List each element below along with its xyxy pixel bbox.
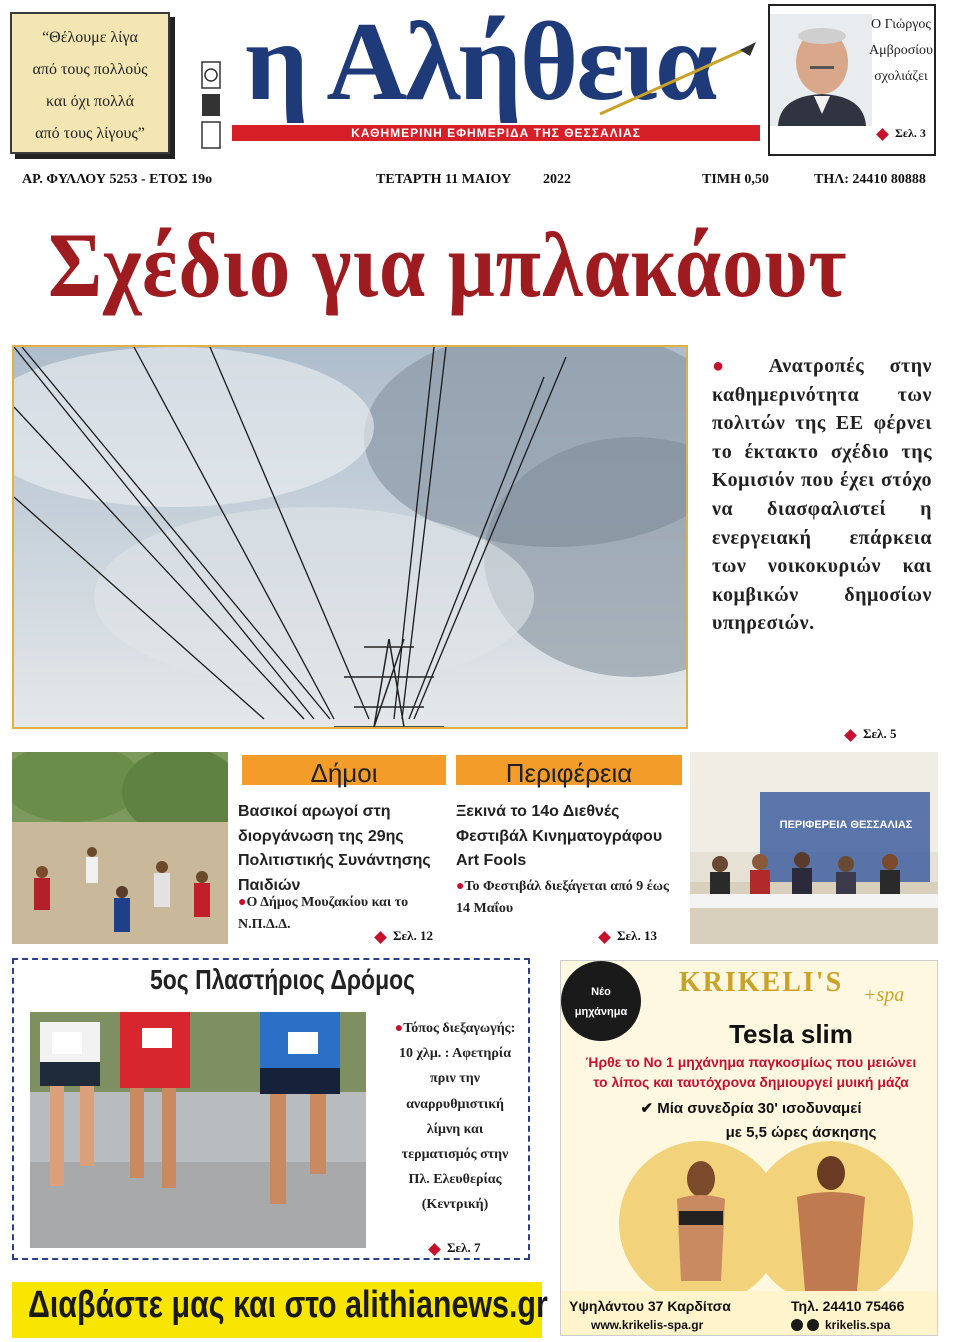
perifereia-headline[interactable]: Ξεκινά το 14ο Διεθνές Φεστιβάλ Κινηματογράφου Art Fools [456, 803, 663, 869]
page-number: Σελ. 5 [863, 726, 897, 741]
ad-badge-line: Νέο [591, 986, 611, 998]
dimoi-sub-text: Ο Δήμος Μουζακίου και το Ν.Π.Δ.Δ. [238, 895, 409, 932]
press-conference-photo [690, 752, 938, 944]
dimoi-headline[interactable]: Βασικοί αρωγοί στη διοργάνωση της 29ης Πολιτιστικής Συνάντησης Παιδιών [238, 803, 431, 894]
lead-summary [712, 352, 932, 638]
diamond-icon [428, 1243, 441, 1256]
newspaper-phone: ΤΗΛ: 24410 80888 [814, 172, 926, 187]
section-tab-dimoi[interactable]: Δήμοι [242, 755, 446, 785]
columnist-name-line: Αμβροσίου [869, 43, 933, 58]
ad-line: με 5,5 ώρες άσκησης [725, 1124, 877, 1141]
issue-price: ΤΙΜΗ 0,50 [702, 172, 769, 187]
spa-advertisement[interactable] [560, 960, 938, 1336]
press-banner-text: ΠΕΡΙΦΕΡΕΙΑ ΘΕΣΣΑΛΙΑΣ [779, 819, 913, 831]
lead-text: Ανατροπές στην καθημερινότητα των πολιτών της ΕΕ φέρνει το έκτακτο σχέδιο της Κομισιόν που έχει στόχο να διασφαλιστεί η ενεργειακή επάρκεια των νοικοκυριών και κομβικών δημοσίων υπηρεσιών. [712, 355, 932, 635]
race-details [390, 1016, 520, 1218]
ad-badge-line: μηχάνημα [574, 1006, 628, 1018]
facebook-icon [791, 1319, 803, 1331]
dancers-photo [12, 752, 228, 944]
pen-nib-icon [590, 40, 760, 120]
diamond-icon [374, 931, 387, 944]
columnist-portrait [770, 14, 872, 126]
website-banner-text[interactable]: Διαβάστε μας και στο alithianews.gr [28, 1284, 548, 1326]
ad-social: krikelis.spa [825, 1318, 891, 1332]
runners-photo [30, 1012, 366, 1248]
ad-product: Tesla slim [729, 1019, 853, 1049]
motto-line: και όχι πολλά [46, 93, 134, 110]
section-tab-perifereia[interactable]: Περιφέρεια [456, 755, 682, 785]
power-lines-image [14, 347, 686, 727]
bullet-icon: ● [394, 1021, 404, 1036]
newspaper-title: η Αλήθεια [245, 0, 716, 124]
ad-line: Ήρθε το Νο 1 μηχάνημα παγκοσμίως που μειώνει [585, 1054, 917, 1070]
ad-brand-suffix: +spa [863, 984, 905, 1006]
race-title[interactable]: 5ος Πλαστήριος Δρόμος [150, 964, 416, 995]
page-number: Σελ. 7 [447, 1240, 481, 1255]
diamond-icon [598, 931, 611, 944]
perifereia-subtext [456, 876, 682, 920]
main-headline[interactable]: Σχέδιο για μπλακάουτ [48, 214, 848, 316]
columnist-name-line: Ο Γιώργος [871, 17, 931, 32]
ad-line: το λίπος και ταυτόχρονα δημιουργεί μυική μάζα [593, 1074, 909, 1090]
race-page-ref[interactable] [430, 1240, 480, 1256]
instagram-icon [807, 1319, 819, 1331]
ad-address: Υψηλάντου 37 Καρδίτσα [569, 1298, 731, 1314]
newspaper-subtitle: ΚΑΘΗΜΕΡΙΝΗ ΕΦΗΜΕΡΙΔΑ ΤΗΣ ΘΕΣΣΑΛΙΑΣ [232, 125, 760, 141]
columnist-page-ref[interactable] [878, 126, 926, 141]
issue-date: ΤΕΤΑΡΤΗ 11 ΜΑΙΟΥ [376, 172, 512, 187]
motto-box [10, 12, 170, 154]
page-number: Σελ. 13 [617, 928, 657, 943]
bullet-icon: ● [456, 879, 465, 894]
ad-website: www.krikelis-spa.gr [591, 1318, 704, 1332]
bullet-icon: ● [712, 355, 769, 377]
columnist-name [866, 12, 936, 90]
dimoi-page-ref[interactable] [376, 928, 433, 944]
ad-brand: KRIKELI'S [678, 967, 844, 998]
certification-logos [198, 60, 224, 150]
motto-line: “Θέλουμε λίγα [42, 29, 138, 46]
motto-line: από τους λίγους” [35, 125, 145, 142]
bullet-icon: ● [238, 895, 247, 910]
issue-year: 2022 [543, 172, 571, 187]
diamond-icon [844, 729, 857, 742]
ad-line: ✔ Μία συνεδρία 30' ισοδυναμεί [640, 1100, 862, 1117]
issue-number: ΑΡ. ΦΥΛΛΟΥ 5253 - ΕΤΟΣ 19ο [22, 172, 213, 187]
perifereia-sub-text: Το Φεστιβάλ διεξάγεται από 9 έως 14 Μαΐου [456, 879, 669, 916]
lead-page-ref[interactable] [846, 726, 896, 742]
diamond-icon [876, 128, 889, 141]
perifereia-page-ref[interactable] [600, 928, 657, 944]
race-text: Τόπος διεξαγωγής: 10 χλμ. : Αφετηρία πριν την αναρρυθμιστική λίμνη και τερματισμός στην Πλ. Ελευθερίας (Κεντρική) [398, 1021, 516, 1213]
page-number: Σελ. 3 [895, 126, 926, 140]
page-number: Σελ. 12 [393, 928, 433, 943]
motto-line: από τους πολλούς [32, 61, 148, 78]
ad-phone: Τηλ. 24410 75466 [791, 1298, 905, 1314]
main-photo [12, 345, 688, 729]
columnist-name-line: σχολιάζει [874, 69, 928, 84]
